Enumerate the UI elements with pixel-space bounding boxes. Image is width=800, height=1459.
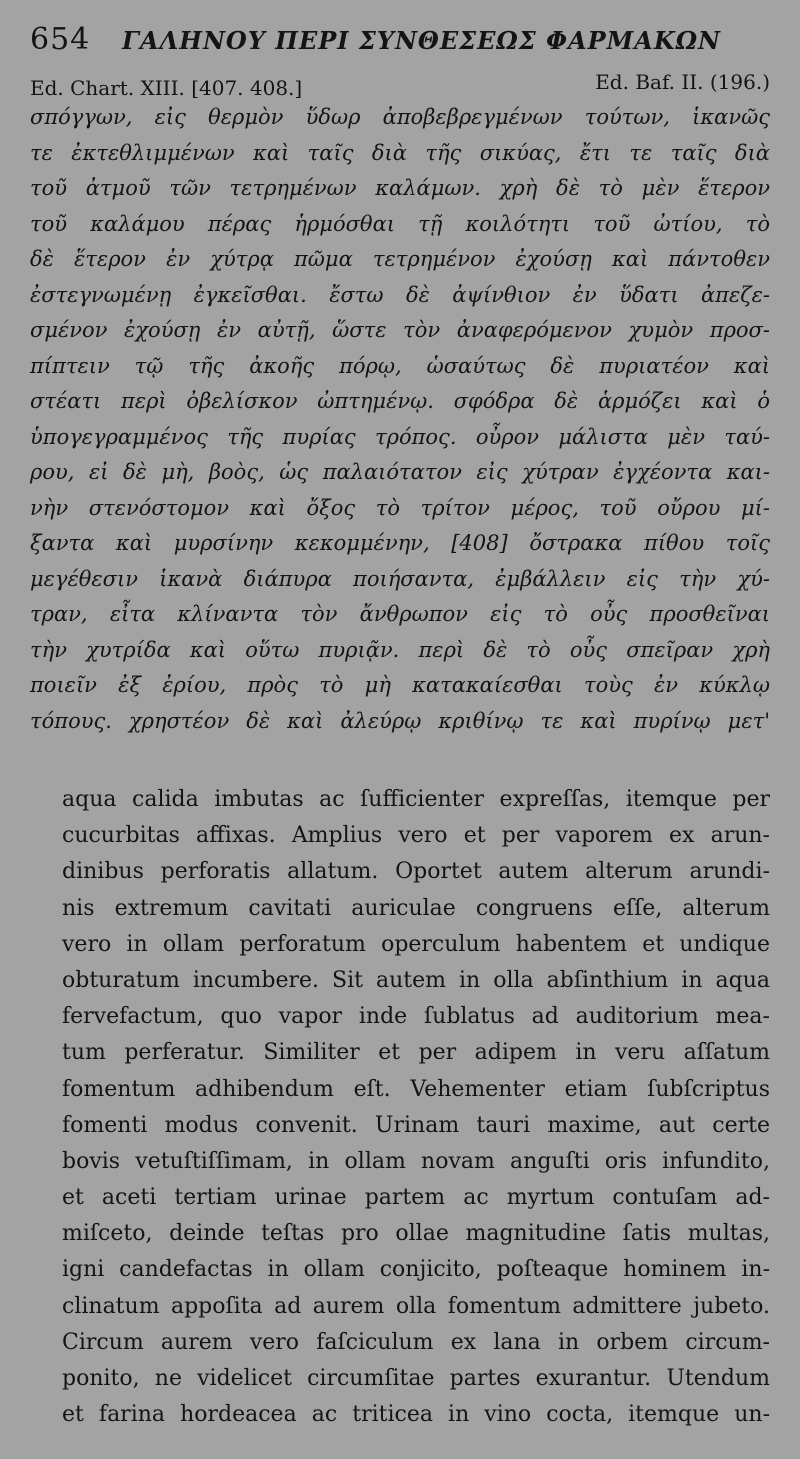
greek-line: στέατι περὶ ὀβελίσκον ὠπτημένῳ. σφόδρα δὲ ἁρμόζει καὶ ὁ xyxy=(30,389,770,413)
greek-line: τραν, εἶτα κλίναντα τὸν ἄνθρωπον εἰς τὸ οὖς προσθεῖναι xyxy=(30,602,770,626)
latin-line: fervefactum, quo vapor inde ſublatus ad auditorium mea- xyxy=(62,1004,770,1030)
greek-line: ὑπογεγραμμένος τῆς πυρίας τρόπος. οὖρον μάλιστα μὲν ταύ- xyxy=(30,424,770,449)
greek-line: νὴν στενόστομον καὶ ὄξος τὸ τρίτον μέρος, τοῦ οὔρου μί- xyxy=(30,495,770,520)
latin-line: obturatum incumbere. Sit autem in olla abſinthium in aqua xyxy=(62,967,770,993)
latin-line: et aceti tertiam urinae partem ac myrtum contuſam ad- xyxy=(62,1185,770,1211)
greek-line: δὲ ἕτερον ἐν χύτρᾳ πῶμα τετρημένον ἐχούσῃ καὶ πάντοθεν xyxy=(30,247,770,271)
latin-text-block xyxy=(62,782,770,1433)
latin-line: Circum aurem vero faſciculum ex lana in orbem circum- xyxy=(62,1329,770,1355)
latin-line: ponito, ne videlicet circumſitae partes exurantur. Utendum xyxy=(62,1366,770,1391)
latin-line: vero in ollam perforatum operculum habentem et undique xyxy=(62,931,770,957)
page-number: 654 xyxy=(30,22,91,57)
greek-line: πίπτειν τῷ τῆς ἀκοῆς πόρῳ, ὡσαύτως δὲ πυριατέον καὶ xyxy=(30,353,770,378)
latin-line: miſceto, deinde teſtas pro ollae magnitudine ſatis multas, xyxy=(62,1221,770,1247)
greek-line: ρου, εἰ δὲ μὴ, βοὸς, ὡς παλαιότατον εἰς χύτραν ἐγχέοντα και- xyxy=(30,460,770,484)
latin-line: aqua calida imbutas ac ſufficienter expreſſas, itemque per xyxy=(62,787,770,812)
greek-line: σπόγγων, εἰς θερμὸν ὕδωρ ἀποβεβρεγμένων τούτων, ἱκανῶς xyxy=(30,105,770,129)
latin-line: nis extremum cavitati auriculae congruens eſſe, alterum xyxy=(62,895,770,921)
greek-line: ποιεῖν ἐξ ἐρίου, πρὸς τὸ μὴ κατακαίεσθαι τοὺς ἐν κύκλῳ xyxy=(30,673,770,697)
latin-line: tum perferatur. Similiter et per adipem in veru aſſatum xyxy=(62,1040,770,1066)
latin-line: cucurbitas affixas. Amplius vero et per vaporem ex arun- xyxy=(62,823,770,849)
greek-line: τὴν χυτρίδα καὶ οὕτω πυριᾷν. περὶ δὲ τὸ οὖς σπεῖραν χρὴ xyxy=(30,637,770,662)
greek-line: σμένον ἐχούσῃ ἐν αὐτῇ, ὥστε τὸν ἀναφερόμενον χυμὸν προσ- xyxy=(30,318,770,342)
page-header xyxy=(30,22,770,66)
running-title: ΓΑΛΗΝΟΥ ΠΕΡΙ ΣΥΝΘΕΣΕΩΣ ΦΑΡΜΑΚΩΝ xyxy=(122,26,721,55)
latin-line: fomenti modus convenit. Urinam tauri maxime, aut certe xyxy=(62,1112,770,1138)
latin-line: dinibus perforatis allatum. Oportet autem alterum arundi- xyxy=(62,859,770,885)
greek-line: ἐστεγνωμένῃ ἐγκεῖσθαι. ἔστω δὲ ἀψίνθιον ἐν ὕδατι ἀπεζε- xyxy=(30,282,770,307)
edition-reference-basel: Ed. Baf. II. (196.) xyxy=(595,70,770,94)
latin-line: clinatum appoſita ad aurem olla fomentum admittere jubeto. xyxy=(62,1293,770,1319)
greek-text-block xyxy=(30,100,770,739)
greek-line: τε ἐκτεθλιμμένων καὶ ταῖς διὰ τῆς σικύας, ἔτι τε ταῖς διὰ xyxy=(30,140,770,165)
latin-line: igni candefactas in ollam conjicito, poſteaque hominem in- xyxy=(62,1257,770,1283)
latin-line: et farina hordeacea ac triticea in vino cocta, itemque un- xyxy=(62,1402,770,1428)
latin-line: bovis vetuſtiſſimam, in ollam novam anguſti oris infundito, xyxy=(62,1148,770,1174)
greek-line: ξαντα καὶ μυρσίνην κεκομμένην, [408] ὄστρακα πίθου τοῖς xyxy=(30,531,770,555)
edition-reference-chartier: Ed. Chart. XIII. [407. 408.] xyxy=(30,76,303,100)
greek-line: τοῦ καλάμου πέρας ἡρμόσθαι τῇ κοιλότητι τοῦ ὠτίου, τὸ xyxy=(30,211,770,236)
greek-line: τοῦ ἀτμοῦ τῶν τετρημένων καλάμων. χρὴ δὲ τὸ μὲν ἕτερον xyxy=(30,176,770,200)
greek-line: μεγέθεσιν ἱκανὰ διάπυρα ποιήσαντα, ἐμβάλλειν εἰς τὴν χύ- xyxy=(30,566,770,591)
latin-line: fomentum adhibendum eſt. Vehementer etiam ſubſcriptus xyxy=(62,1076,770,1102)
greek-line: τόπους. χρηστέον δὲ καὶ ἀλεύρῳ κριθίνῳ τε καὶ πυρίνῳ μετ' xyxy=(30,708,770,733)
